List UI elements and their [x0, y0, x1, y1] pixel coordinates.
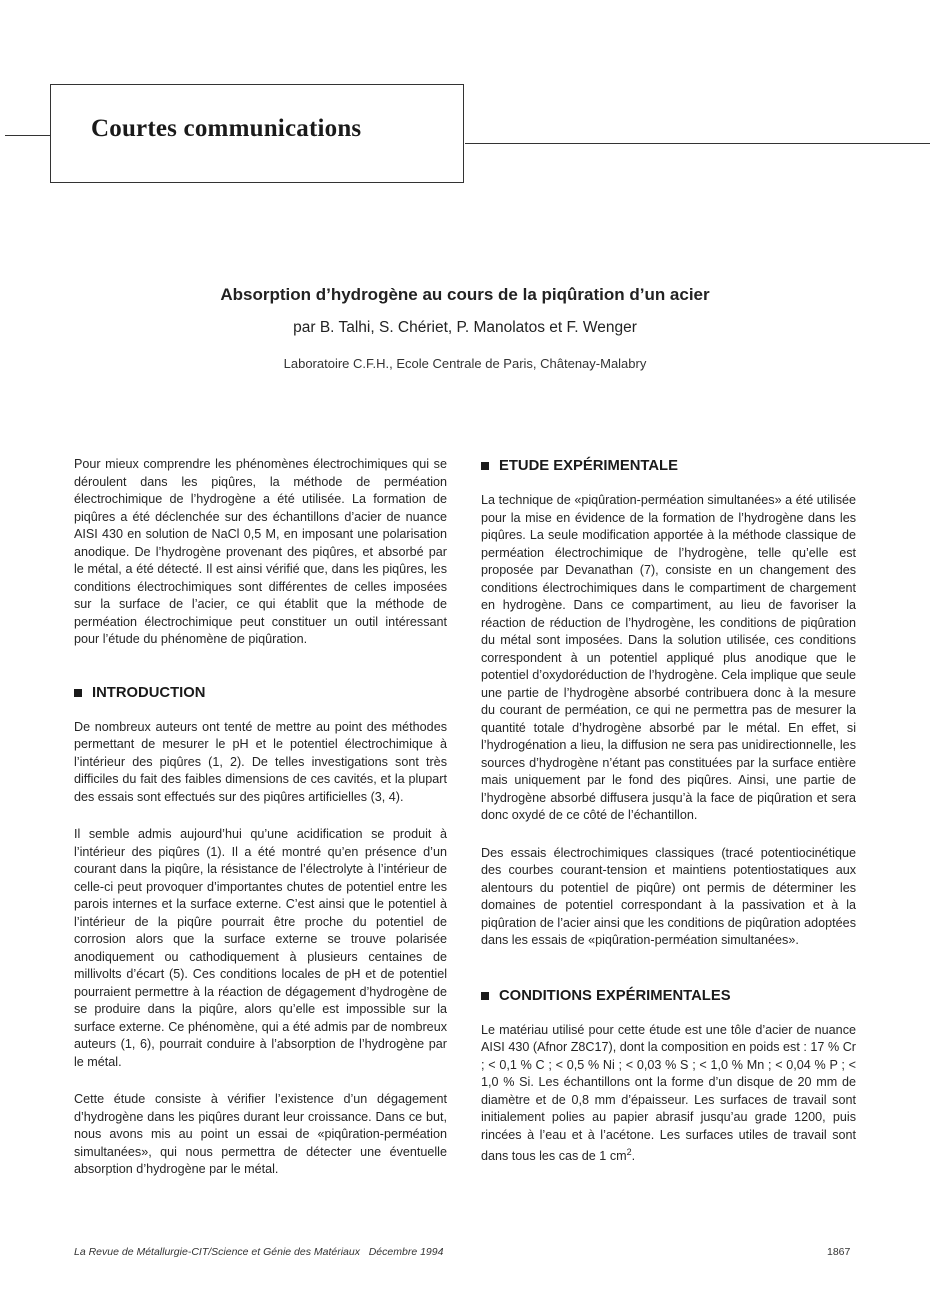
right-column: [481, 458, 856, 1186]
etude-paragraph: Des essais électrochimiques classiques (tracé potentiocinétique des courbes courant-tension et maintiens potentiostatiques aux alentours du potentiel de piqûre) ont permis de déterminer les domaines de potentiel correspondant à la passivation et à la piqûration de l’acier ainsi que les conditions de piqûration adoptées dans les essais de «piqûration-perméation simultanées».: [481, 845, 856, 947]
etude-heading: [481, 458, 856, 474]
conditions-text-end: .: [631, 1149, 636, 1164]
etude-paragraph: La technique de «piqûration-perméation simultanées» a été utilisée pour la mise en évidence de la formation de l’hydrogène dans les piqûres. La seule modification apportée à la méthode classique de perméation électrochimique de l’hydrogène, telle qu’elle est proposée par Devanathan (7), consiste en un changement des conditions électrochimiques dans le compartiment de chargement en hydrogène. Dans ce compartiment, au lieu de favoriser la réaction de réduction de l’hydrogène, les conditions de piqûration du métal sont imposées. Dans la solution utilisée, ces conditions correspondent à un potentiel appliqué plus anodique que le potentiel d’oxydoréduction de l’hydrogène. Cela implique que seule une partie de l’hydrogène absorbé contribuera donc à la mesure du courant de perméation, ce qui ne permettra pas de mesurer la quantité totale d’hydrogène absorbé par le métal. En effet, si l’hydrogénation a lieu, la diffusion ne sera pas unidirectionnelle, les sources d’hydrogène n’étant pas constituées par la surface entière mais uniquement par le fond des piqûres. Ainsi, une partie de l’hydrogène absorbé diffusera jusqu’à la face de piqûration et sera donc oxydé de ce côté de l’échantillon.: [481, 493, 856, 822]
header-rule-left: [5, 135, 51, 136]
conditions-heading: [481, 988, 856, 1004]
introduction-paragraph: Cette étude consiste à vérifier l’existence d’un dégagement d’hydrogène dans les piqûres durant leur croissance. Dans ce but, nous avons mis au point un essai de «piqûration-perméation simultanées», qui nous permettra de détecter une éventuelle absorption d’hydrogène par le métal.: [74, 1092, 447, 1176]
article-authors: par B. Talhi, S. Chériet, P. Manolatos et F. Wenger: [293, 319, 637, 336]
bullet-square-icon: [481, 462, 489, 470]
page-number: 1867: [827, 1246, 851, 1258]
introduction-heading: [74, 685, 447, 701]
conditions-paragraph: [481, 1022, 856, 1166]
article-title: Absorption d’hydrogène au cours de la piqûration d’un acier: [220, 285, 710, 304]
header-rule-right: [465, 143, 930, 144]
introduction-heading-label: INTRODUCTION: [92, 684, 206, 701]
etude-heading-label: ETUDE EXPÉRIMENTALE: [499, 458, 678, 474]
article-affiliation: Laboratoire C.F.H., Ecole Centrale de Paris, Châtenay-Malabry: [283, 356, 647, 371]
introduction-paragraph: De nombreux auteurs ont tenté de mettre au point des méthodes permettant de mesurer le pH et le potentiel électrochimique à l’intérieur des piqûres (1, 2). De telles investigations sont très difficiles du fait des faibles dimensions de ces cavités, et la plupart des essais sont effectués sur des piqûres artificielles (3, 4).: [74, 719, 447, 804]
conditions-text: Le matériau utilisé pour cette étude est une tôle d’acier de nuance AISI 430 (Afnor Z8C17), dont la composition en poids est : 17 % Cr ; < 0,1 % C ; < 0,5 % Ni ; < 0,03 % S ; < 1,0 % Mn ; < 0,04 % P ; < 1,0 % Si. Les échantillons ont la forme d’un disque de 20 mm de diamètre et de 0,8 mm d’épaisseur. Les surfaces de travail sont initialement polies au papier abrasif jusqu’au grade 1200, puis rincées à l’eau et à l’acétone. Les surfaces utiles de travail sont dans tous les cas de 1 cm: [481, 1022, 856, 1164]
introduction-paragraph: Il semble admis aujourd’hui qu’une acidification se produit à l’intérieur des piqûres (1). Il a été montré qu’en présence d’un courant dans la piqûre, la résistance de l’électrolyte à l’intérieur de celle-ci peut provoquer d’importantes chutes de potentiel entre les parois internes et la surface externe. C’est ainsi que le potentiel à l’intérieur de la piqûre pourrait être proche du potentiel de corrosion alors que la surface externe se trouve polarisée anodiquement ou cathodiquement à plusieurs centaines de millivolts d’écart (5). Ces conditions locales de pH et de potentiel pourraient permettre à la réaction de dégagement d’hydrogène de se produire dans la piqûre, alors qu’elle est impossible sur la surface externe. Ce phénomène, qui a été admis par de nombreux auteurs (1, 6), pourrait conduire à l’absorption de l’hydrogène par le métal.: [74, 827, 447, 1069]
bullet-square-icon: [481, 992, 489, 1000]
left-column: [74, 456, 447, 1199]
superscript: 2: [626, 1147, 632, 1157]
conditions-heading-label: CONDITIONS EXPÉRIMENTALES: [499, 987, 731, 1004]
footer-journal: La Revue de Métallurgie-CIT/Science et Génie des Matériaux Décembre 1994: [74, 1246, 444, 1258]
section-title: Courtes communications: [91, 115, 362, 142]
bullet-square-icon: [74, 689, 82, 697]
abstract: Pour mieux comprendre les phénomènes électrochimiques qui se déroulent dans les piqûres, la méthode de perméation électrochimique de l’hydrogène a été utilisée. La formation de piqûres a été déclenchée sur des échantillons d’acier de nuance AISI 430 en solution de NaCl 0,5 M, en imposant une polarisation anodique. De l’hydrogène provenant des piqûres, et absorbé par le métal, a été détecté. Il est ainsi vérifié que, dans les piqûres, les conditions électrochimiques sont différentes de celles imposées sur la surface de l’acier, ce qui établit que la méthode de perméation électrochimique peut constituer un outil intéressant pour l’étude du phénomène de piqûration.: [74, 457, 447, 646]
